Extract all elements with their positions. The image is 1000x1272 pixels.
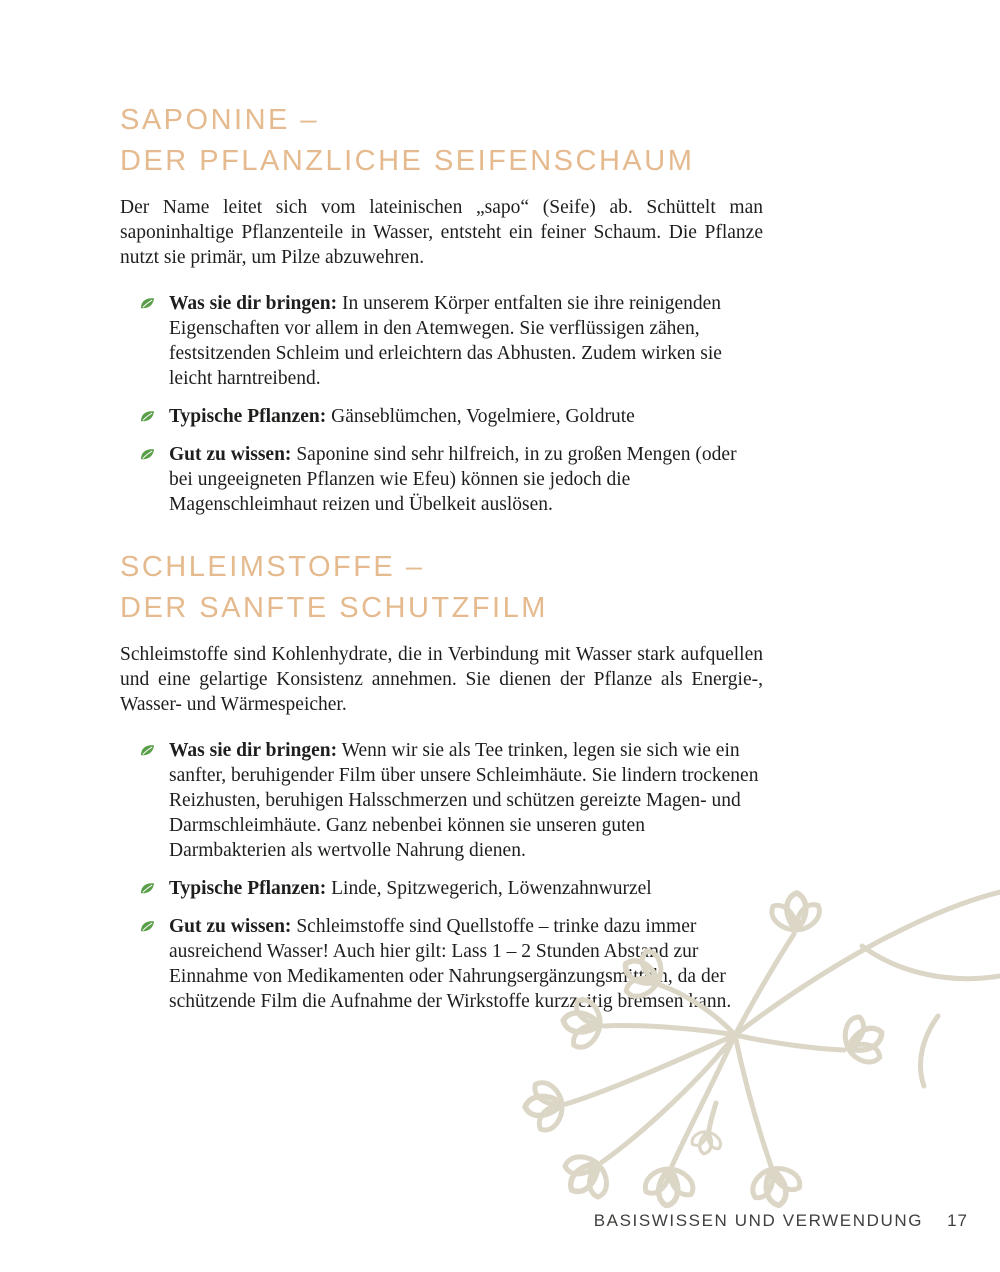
leaf-icon	[140, 296, 155, 311]
list-item	[140, 442, 763, 517]
list-item	[140, 914, 763, 1014]
section-title	[120, 547, 763, 629]
list-item	[140, 738, 763, 863]
bullet-body: In unserem Körper entfalten sie ihre reinigenden Eigenschaften vor allem in den Atemwegen. Sie verflüssigen zähen, festsitzenden Schleim und erleichtern das Abhusten. Zudem wirken sie leicht harntreibend.	[169, 293, 722, 389]
list-item-text	[169, 738, 763, 863]
bullet-label: Gut zu wissen:	[169, 444, 292, 465]
list-item-text	[169, 291, 763, 391]
leaf-icon	[140, 409, 155, 424]
list-item	[140, 876, 763, 901]
bullet-label: Typische Pflanzen:	[169, 878, 327, 899]
section-title-line1: SAPONINE –	[120, 104, 320, 136]
list-item-text	[169, 876, 652, 901]
section-intro: Der Name leitet sich vom lateinischen „sapo“ (Seife) ab. Schüttelt man saponinhaltige Pflanzenteile in Wasser, entsteht ein feiner Schaum. Die Pflanze nutzt sie primär, um Pilze abzuwehren.	[120, 197, 763, 268]
bullet-label: Gut zu wissen:	[169, 916, 292, 937]
leaf-icon	[140, 881, 155, 896]
bullet-label: Was sie dir bringen:	[169, 740, 338, 761]
list-item	[140, 404, 763, 429]
section-title-line2: DER PFLANZLICHE SEIFENSCHAUM	[120, 145, 695, 177]
section-schleimstoffe	[120, 547, 763, 1014]
page-content	[120, 100, 763, 1040]
bullet-list	[120, 291, 763, 517]
running-title: BASISWISSEN UND VERWENDUNG	[593, 1211, 924, 1230]
leaf-icon	[140, 447, 155, 462]
section-saponine	[120, 100, 763, 517]
bullet-list	[120, 738, 763, 1014]
bullet-body: Gänseblümchen, Vogelmiere, Goldrute	[331, 406, 635, 427]
list-item-text	[169, 914, 763, 1014]
leaf-icon	[140, 743, 155, 758]
page-footer	[594, 1211, 968, 1231]
section-intro: Schleimstoffe sind Kohlenhydrate, die in Verbindung mit Wasser stark aufquellen und eine gelartige Konsistenz annehmen. Sie dienen der Pflanze als Energie-, Wasser- und Wärmespeicher.	[120, 644, 763, 715]
bullet-body: Wenn wir sie als Tee trinken, legen sie sich wie ein sanfter, beruhigender Film über unsere Schleimhäute. Sie lindern trockenen Reizhusten, beruhigen Halsschmerzen und schützen gereizte Magen- und Darmschleimhäute. Ganz nebenbei können sie unseren guten Darmbakterien als wertvolle Nahrung dienen.	[169, 740, 759, 861]
list-item	[140, 291, 763, 391]
list-item-text	[169, 442, 763, 517]
list-item-text	[169, 404, 635, 429]
bullet-label: Was sie dir bringen:	[169, 293, 338, 314]
page-number: 17	[947, 1211, 968, 1230]
bullet-body: Schleimstoffe sind Quellstoffe – trinke dazu immer ausreichend Wasser! Auch hier gilt: Lass 1 – 2 Stunden Abstand zur Einnahme von Medikamenten oder Nahrungsergänzungsmitteln, da der schützende Film die Aufnahme der Wirkstoffe kurzzeitig bremsen kann.	[169, 916, 732, 1012]
leaf-icon	[140, 919, 155, 934]
bullet-body: Saponine sind sehr hilfreich, in zu großen Mengen (oder bei ungeeigneten Pflanzen wie Efeu) können sie jedoch die Magenschleimhaut reizen und Übelkeit auslösen.	[169, 444, 737, 515]
section-title-line2: DER SANFTE SCHUTZFILM	[120, 592, 548, 624]
section-title	[120, 100, 763, 182]
bullet-label: Typische Pflanzen:	[169, 406, 327, 427]
section-title-line1: SCHLEIMSTOFFE –	[120, 551, 425, 583]
bullet-body: Linde, Spitzwegerich, Löwenzahnwurzel	[331, 878, 652, 899]
